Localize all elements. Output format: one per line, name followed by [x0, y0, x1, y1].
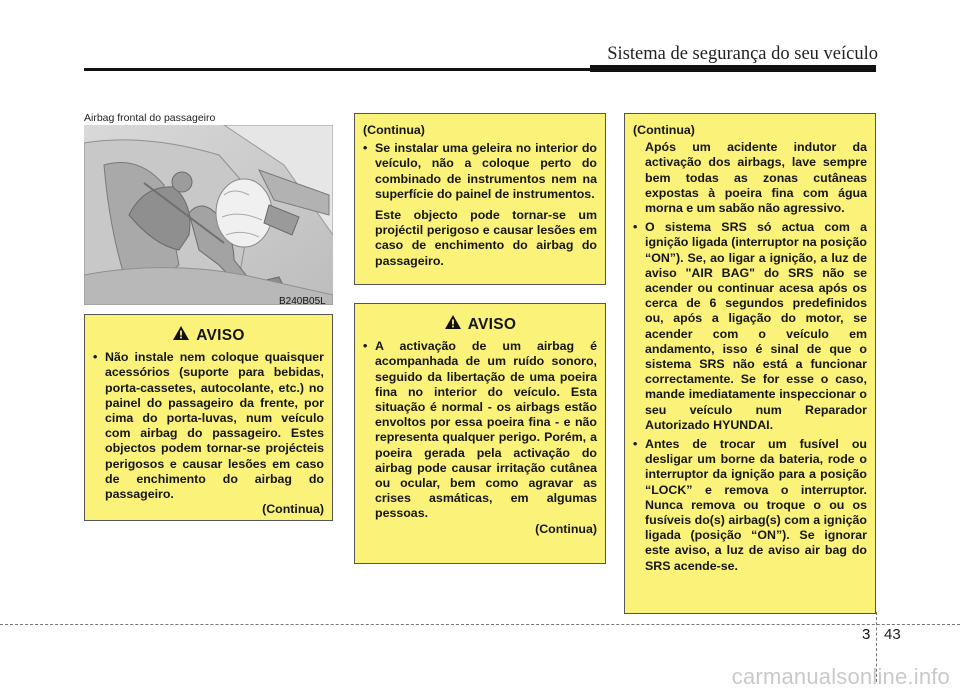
list-item: • O sistema SRS só actua com a ignição ligada (interruptor na posição “ON”). Se, ao ligar a ignição, a luz de aviso "AIR BAG" do SRS não se acender ou continuar acesa após os cerca de 6 segundos predefinidos ou, após a ligação do motor, se acender com o veículo em andamento, isso é sinal de que o sistema SRS não está a funcionar correctamente. Se for esse o caso, mande imediatamente inspeccionar o seu veículo num Reparador Autorizado HYUNDAI.: [633, 220, 867, 432]
note-box-cooler: [354, 113, 606, 285]
warning-triangle-icon: [444, 314, 462, 334]
warning-box-dust: [354, 303, 606, 564]
watermark: carmanualsonline.info: [731, 664, 950, 689]
header-rule-accent: [590, 65, 876, 72]
warning-title: AVISO: [467, 315, 517, 333]
continued-label: (Continua): [363, 123, 425, 137]
warning-box-accessories: [84, 314, 333, 521]
list-item: • Não instale nem coloque quaisquer acessórios (suporte para bebidas, porta-cassetes, autocolante, etc.) no painel do passageiro da frente, por cima do porta-luvas, num veículo com airbag do passageiro. Estes objectos podem tornar-se projécteis perigosos e causar lesões em caso de enchimento do airbag do passageiro.: [93, 350, 324, 502]
chapter-number: 3: [862, 626, 871, 643]
footer-divider: [0, 624, 960, 625]
warning-heading: [93, 325, 324, 345]
note-box-srs: [624, 113, 876, 614]
paragraph: Após um acidente indutor da activação dos airbags, lave sempre bem todas as zonas cutâneas expostas à poeira fina com água morna e um sabão não agressivo.: [645, 140, 867, 216]
continued-label: (Continua): [535, 521, 597, 536]
list-item: • Antes de trocar um fusível ou desligar um borne da bateria, rode o interruptor da ignição para a posição “LOCK” e remova o interruptor. Nunca remova ou troque o ou os fusíveis do(s) airbag(s) com a ignição ligada (posição “ON”). Se ignorar este aviso, a luz de aviso air bag do SRS acende-se.: [633, 437, 867, 573]
figure-code: B240B05L: [279, 296, 326, 307]
continued-label: (Continua): [633, 123, 695, 137]
figure-caption: Airbag frontal do passageiro: [84, 112, 216, 124]
warning-triangle-icon: [172, 325, 190, 345]
list-item: • A activação de um airbag é acompanhada de um ruído sonoro, seguido da libertação de uma poeira fina no interior do veículo. Esta situação é normal - os airbags estão envoltos por essa poeira fina - e não representa qualquer perigo. Porém, a poeira gerada pela activação do airbag pode causar irritação cutânea ou ocular, bem como agravar as crises asmáticas, em algumas pessoas.: [363, 339, 597, 521]
list-item: • Se instalar uma geleira no interior do veículo, não a coloque perto do combinado de instrumentos nem na superfície do painel de instrumentos.: [363, 141, 597, 201]
warning-title: AVISO: [196, 326, 245, 344]
paragraph: Este objecto pode tornar-se um projéctil perigoso e causar lesões em caso de enchimento do airbag do passageiro.: [375, 208, 597, 268]
continued-label: (Continua): [262, 502, 324, 517]
warning-heading: [363, 314, 597, 334]
page-number: 43: [884, 626, 901, 643]
airbag-illustration: [84, 125, 333, 305]
header-title: Sistema de segurança do seu veículo: [607, 44, 878, 64]
